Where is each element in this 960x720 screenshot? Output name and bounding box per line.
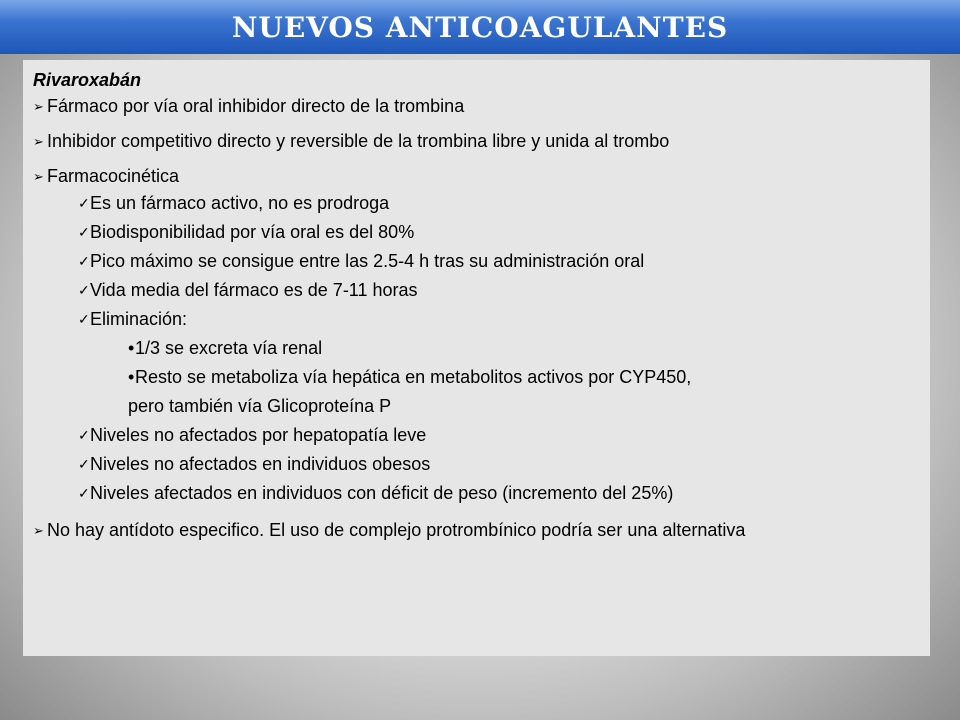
list-item <box>78 421 922 450</box>
list-item <box>78 189 922 218</box>
slide-title: NUEVOS ANTICOAGULANTES <box>231 10 729 44</box>
point-text: Inhibidor competitivo directo y reversible de la trombina libre y unida al trombo <box>47 131 670 151</box>
check-icon: ✓ <box>78 456 90 472</box>
list-item <box>78 247 922 276</box>
list-item-text: Eliminación: <box>90 309 188 329</box>
arrow-bullet-icon: ➢ <box>33 99 44 114</box>
point-text: No hay antídoto especifico. El uso de complejo protrombínico podría ser una alternativa <box>47 520 746 540</box>
check-icon: ✓ <box>78 282 90 298</box>
pharmacokinetics-list-continued <box>78 421 922 508</box>
list-item <box>78 479 922 508</box>
check-icon: ✓ <box>78 311 90 327</box>
content-panel <box>23 60 930 656</box>
arrow-bullet-icon: ➢ <box>33 169 44 184</box>
list-item-text: Resto se metaboliza vía hepática en metabolitos activos por CYP450, <box>135 367 692 387</box>
point-oral-inhibitor <box>33 94 922 119</box>
list-item <box>78 218 922 247</box>
list-item-text: Niveles no afectados por hepatopatía leve <box>90 425 427 445</box>
list-item <box>78 276 922 305</box>
list-item-text: Biodisponibilidad por vía oral es del 80% <box>90 222 415 242</box>
check-icon: ✓ <box>78 485 90 501</box>
list-item-text: Niveles afectados en individuos con déficit de peso (incremento del 25%) <box>90 483 674 503</box>
check-icon: ✓ <box>78 195 90 211</box>
list-item-continuation: pero también vía Glicoproteína P <box>128 396 392 416</box>
point-pharmacokinetics <box>33 164 922 189</box>
arrow-bullet-icon: ➢ <box>33 523 44 538</box>
point-competitive-inhibitor <box>33 129 922 154</box>
list-item-text: Es un fármaco activo, no es prodroga <box>90 193 390 213</box>
list-item-text: 1/3 se excreta vía renal <box>135 338 323 358</box>
list-item-text: Pico máximo se consigue entre las 2.5-4 h tras su administración oral <box>90 251 645 271</box>
check-icon: ✓ <box>78 224 90 240</box>
list-item <box>78 450 922 479</box>
pharmacokinetics-list <box>78 189 922 334</box>
elimination-list <box>128 334 922 421</box>
point-text: Farmacocinética <box>47 166 180 186</box>
list-item <box>78 305 922 334</box>
list-item-text: Vida media del fármaco es de 7-11 horas <box>90 280 418 300</box>
list-item-text: Niveles no afectados en individuos obesos <box>90 454 431 474</box>
list-item <box>128 363 922 421</box>
drug-heading: Rivaroxabán <box>33 70 142 90</box>
list-item <box>128 334 922 363</box>
arrow-bullet-icon: ➢ <box>33 134 44 149</box>
point-text: Fármaco por vía oral inhibidor directo de la trombina <box>47 96 465 116</box>
check-icon: ✓ <box>78 253 90 269</box>
check-icon: ✓ <box>78 427 90 443</box>
dot-bullet-icon: • <box>128 367 135 387</box>
point-no-antidote <box>33 518 922 543</box>
dot-bullet-icon: • <box>128 338 135 358</box>
title-bar <box>0 0 960 54</box>
